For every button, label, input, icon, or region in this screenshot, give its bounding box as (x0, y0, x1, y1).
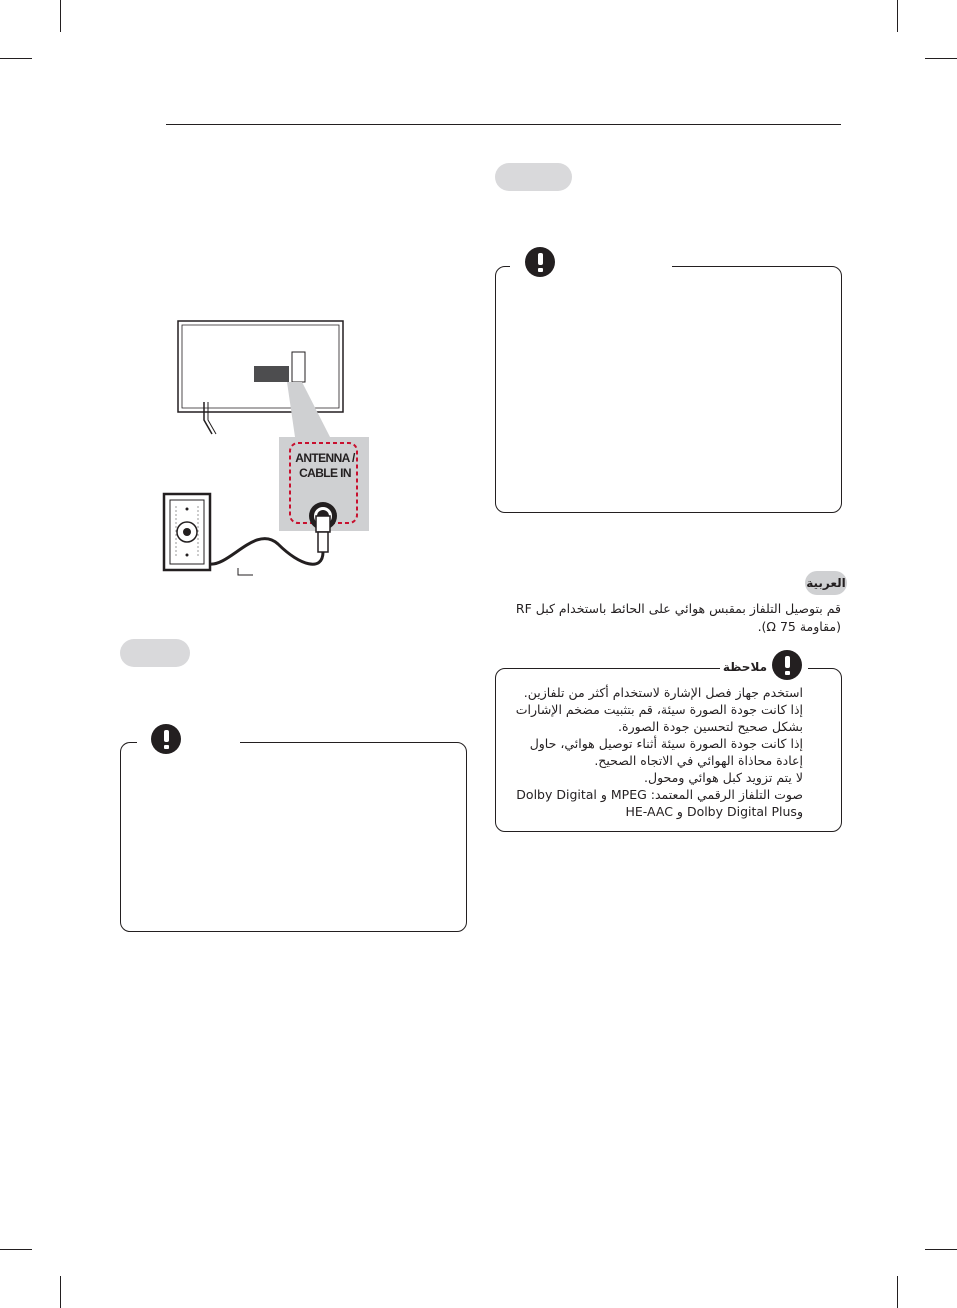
port-label-line2: CABLE IN (299, 466, 351, 480)
crop-mark (897, 1276, 898, 1308)
caution-line-8: وDolby Digital Plus و HE-AAC (625, 804, 803, 819)
antenna-connection-diagram (160, 316, 375, 580)
header-rule (166, 124, 841, 125)
port-label-line1: ANTENNA / (295, 451, 355, 465)
caution-line-4: إذا كانت جودة الصورة سيئة أثناء توصيل هوائي، حاول (529, 736, 803, 751)
caution-icon (525, 247, 555, 277)
caution-title: ملاحظة (722, 660, 767, 674)
wall-outlet-illustration (164, 494, 210, 570)
language-badge: العربية (805, 571, 847, 595)
tip-line-2: (مقاومة 75 Ω). (757, 619, 841, 634)
caution-icon (772, 650, 802, 680)
caution-line-3: بشكل صحيح لتحسين جودة الصورة. (618, 719, 803, 734)
section-label-pill-right (495, 163, 572, 191)
caution-line-1: استخدم جهاز فصل الإشارة لاستخدام أكثر من تلفازين. (523, 685, 803, 700)
crop-mark (60, 0, 61, 32)
tip-line-1: قم بتوصيل التلفاز بمقبس هوائي على الحائط باستخدام كبل RF (515, 601, 841, 616)
crop-mark (0, 1249, 32, 1250)
crop-mark (925, 58, 957, 59)
crop-mark (897, 0, 898, 32)
caution-box-right-top (495, 266, 842, 513)
crop-mark (60, 1276, 61, 1308)
caution-box-left (120, 742, 467, 932)
crop-mark (0, 58, 32, 59)
section-label-pill-left (120, 639, 190, 667)
caution-line-5: إعادة محاذاة الهوائي في الاتجاه الصحيح. (594, 753, 803, 768)
caution-icon (151, 724, 181, 754)
caution-line-2: إذا كانت جودة الصورة سيئة، قم بتثبيت مضخم الإشارات (515, 702, 803, 717)
crop-mark (925, 1249, 957, 1250)
caution-line-7: صوت التلفاز الرقمي المعتمد: MPEG و Dolby Digital (516, 787, 803, 802)
caution-line-6: لا يتم تزويد كبل هوائي ومحول. (644, 770, 803, 785)
